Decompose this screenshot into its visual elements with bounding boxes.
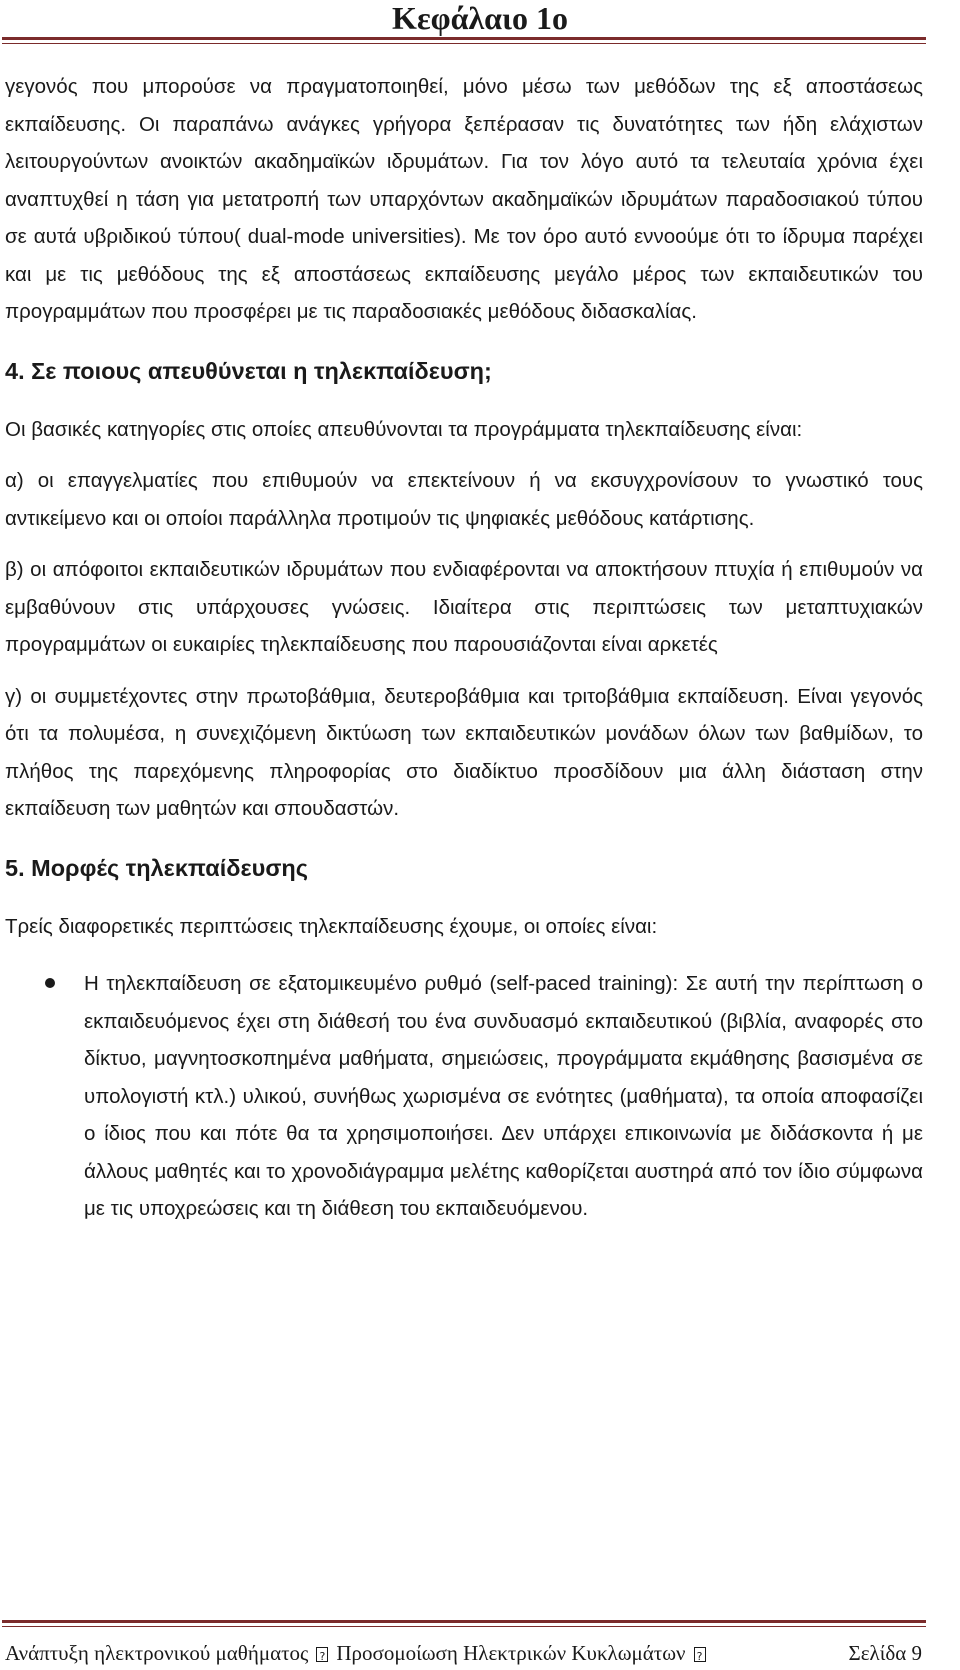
section-5-lead: Τρείς διαφορετικές περιπτώσεις τηλεκπαίδευσης έχουμε, οι οποίες είναι:: [5, 914, 658, 938]
bullet-text-self-paced: Η τηλεκπαίδευση σε εξατομικευμένο ρυθμό (self-paced training): Σε αυτή την περίπτωση ο εκπαιδευόμενος έχει στη διάθεσή του ένα συνδυασμό εκπαιδευτικού (βιβλία, αναφορές στο δίκτυο, μαγνητοσκοπημένα μαθήματα, σημειώσεις, προγράμματα εκμάθησης βασισμένα σε υπολογιστή κτλ.) υλικού, συνήθως χωρισμένα σε ενότητες (μαθήματα), τα οποία αποφασίζει ο ίδιος που και πότε θα τα χρησιμοποιήσει. Δεν υπάρχει επικοινωνία με διδάσκοντα ή με άλλους μαθητές και το χρονοδιάγραμμα μελέτης καθορίζεται αυστηρά από τον ίδιο σύμφωνα με τις υποχρεώσεις και τη διάθεση του εκπαιδευόμενου.: [84, 972, 923, 1220]
category-item-a: α) οι επαγγελματίες που επιθυμούν να επεκτείνουν ή να εκσυγχρονίσουν το γνωστικό τους αντικείμενο και οι οποίοι παράλληλα προτιμούν τις ψηφιακές μεθόδους κατάρτισης.: [5, 469, 923, 530]
section-4-heading: 4. Σε ποιους απευθύνεται η τηλεκπαίδευση;: [5, 357, 492, 384]
page-number: Σελίδα 9: [848, 1641, 922, 1665]
footer-rule-thin: [2, 1626, 926, 1627]
category-item-b: β) οι απόφοιτοι εκπαιδευτικών ιδρυμάτων που ενδιαφέρονται να αποκτήσουν πτυχία ή επιθυμούν να εμβαθύνουν στις υπάρχουσες γνώσεις. Ιδιαίτερα στις περιπτώσεις των μεταπτυχιακών προγραμμάτων οι ευκαιρίες τηλεκπαίδευσης που παρουσιάζονται είναι αρκετές: [5, 558, 923, 656]
intro-paragraph: γεγονός που μπορούσε να πραγματοποιηθεί, μόνο μέσω των μεθόδων της εξ αποστάσεως εκπαίδευσης. Οι παραπάνω ανάγκες γρήγορα ξεπέρασαν τις δυνατότητες των ήδη ελάχιστων λειτουργούντων ανοικτών ακαδημαϊκών ιδρυμάτων. Για τον λόγο αυτό τα τελευταία χρόνια έχει αναπτυχθεί η τάση για μετατροπή των υπαρχόντων ακαδημαϊκών ιδρυμάτων παραδοσιακού τύπου σε αυτά υβριδικού τύπου( dual-mode universities). Με τον όρο αυτό εννοούμε ότι το ίδρυμα παρέχει και με τις μεθόδους της εξ αποστάσεως εκπαίδευσης μεγάλο μέρος των εκπαιδευτικών του προγραμμάτων που προσφέρει με τις παραδοσιακές μεθόδους διδασκαλίας.: [5, 75, 923, 323]
bullet-icon: [45, 978, 55, 988]
list-item: [5, 965, 923, 1228]
footer-left: [5, 1640, 714, 1666]
page-body: [5, 68, 923, 1228]
separator-icon: [316, 1647, 328, 1662]
footer-rule-thick: [2, 1620, 926, 1623]
section-4-lead: Οι βασικές κατηγορίες στις οποίες απευθύνονται τα προγράμματα τηλεκπαίδευσης είναι:: [5, 417, 803, 441]
category-item-c: γ) οι συμμετέχοντες στην πρωτοβάθμια, δευτεροβάθμια και τριτοβάθμια εκπαίδευση. Είναι γεγονός ότι τα πολυμέσα, η συνεχιζόμενη δικτύωση των εκπαιδευτικών μονάδων όλων των βαθμίδων, το πλήθος της παρεχόμενης πληροφορίας στο διαδίκτυο προσδίδουν μια άλλη διάσταση στην εκπαίδευση των μαθητών και σπουδαστών.: [5, 684, 923, 820]
separator-icon: [694, 1647, 706, 1662]
section-5-heading: 5. Μορφές τηλεκπαίδευσης: [5, 854, 308, 881]
chapter-title: Κεφάλαιο 1ο: [392, 0, 568, 36]
footer-course-title: Ανάπτυξη ηλεκτρονικού μαθήματος: [5, 1641, 309, 1665]
header-rule-thin: [2, 43, 926, 44]
footer-subject: Προσομοίωση Ηλεκτρικών Κυκλωμάτων: [336, 1641, 686, 1665]
footer-line: [5, 1640, 922, 1666]
header-rule-thick: [2, 37, 926, 40]
page-footer: [0, 1620, 960, 1668]
page-header: [0, 0, 960, 46]
